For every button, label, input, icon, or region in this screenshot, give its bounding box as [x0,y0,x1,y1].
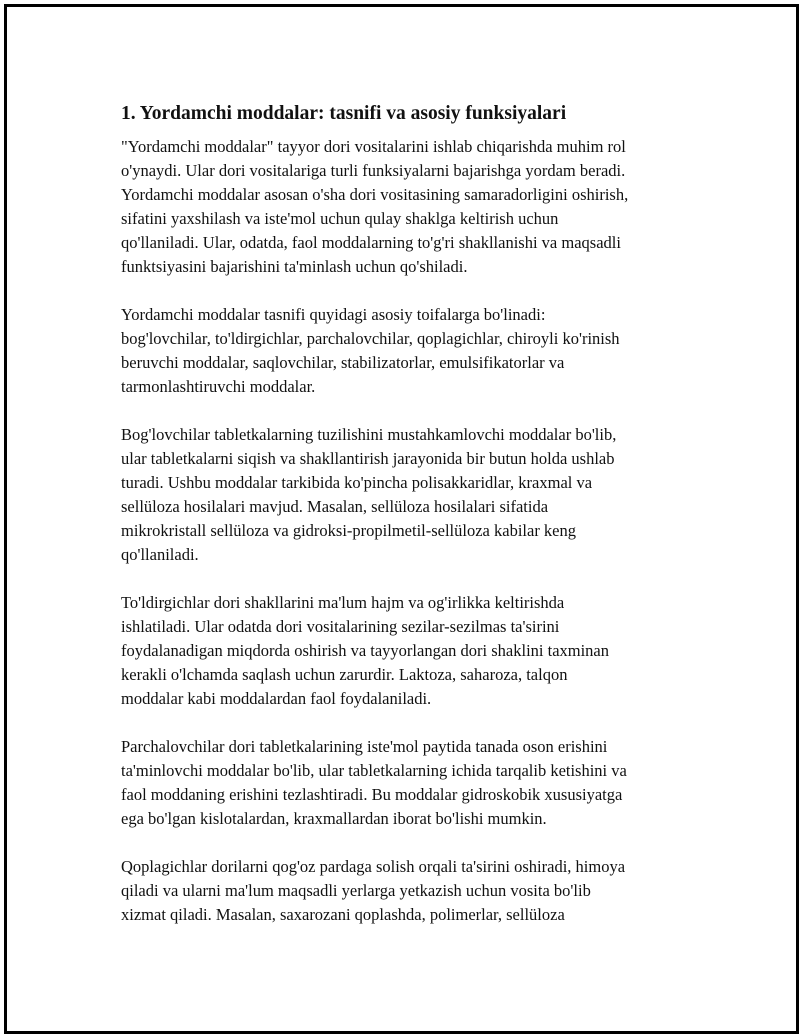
paragraph-line: Qoplagichlar dorilarni qog'oz pardaga solish orqali ta'sirini oshiradi, himoya [121,857,626,876]
paragraph-line: qiladi va ularni ma'lum maqsadli yerlarga yetkazish uchun vosita bo'lib [121,881,591,900]
document-body [121,101,697,951]
paragraph-line: To'ldirgichlar dori shakllarini ma'lum hajm va og'irlikka keltirishda [121,593,565,612]
paragraph-line: funktsiyasini bajarishini ta'minlash uchun qo'shiladi. [121,257,468,276]
paragraph-line: turadi. Ushbu moddalar tarkibida ko'pincha polisakkaridlar, kraxmal va [121,473,593,492]
paragraph-line: mikrokristall sellüloza va gidroksi-propilmetil-sellüloza kabilar keng [121,521,577,540]
paragraph-line: ega bo'lgan kislotalardan, kraxmallardan iborat bo'lishi mumkin. [121,809,547,828]
paragraph-line: qo'llaniladi. Ular, odatda, faol moddalarning to'g'ri shakllanishi va maqsadli [121,233,621,252]
paragraph [121,135,697,279]
paragraph-line: Bog'lovchilar tabletkalarning tuzilishini mustahkamlovchi moddalar bo'lib, [121,425,617,444]
paragraph-line: foydalanadigan miqdorda oshirish va tayyorlangan dori shaklini taxminan [121,641,610,660]
paragraph [121,735,697,831]
paragraph [121,855,697,927]
paragraph-line: tarmonlashtiruvchi moddalar. [121,377,316,396]
paragraph [121,591,697,711]
paragraph-line: o'ynaydi. Ular dori vositalariga turli funksiyalarni bajarishga yordam beradi. [121,161,626,180]
paragraph-line: sellüloza hosilalari mavjud. Masalan, sellüloza hosilalari sifatida [121,497,549,516]
paragraph-line: sifatini yaxshilash va iste'mol uchun qulay shaklga keltirish uchun [121,209,559,228]
page-frame [4,4,799,1034]
paragraph-line: moddalar kabi moddalardan faol foydalaniladi. [121,689,432,708]
paragraph [121,423,697,567]
paragraph-line: Yordamchi moddalar asosan o'sha dori vositasining samaradorligini oshirish, [121,185,629,204]
paragraph-line: "Yordamchi moddalar" tayyor dori vositalarini ishlab chiqarishda muhim rol [121,137,626,156]
paragraph-line: Yordamchi moddalar tasnifi quyidagi asosiy toifalarga bo'linadi: [121,305,546,324]
paragraph-line: xizmat qiladi. Masalan, saxarozani qoplashda, polimerlar, sellüloza [121,905,565,924]
paragraph-line: ular tabletkalarni siqish va shakllantirish jarayonida bir butun holda ushlab [121,449,615,468]
paragraph-line: ishlatiladi. Ular odatda dori vositalarining sezilar-sezilmas ta'sirini [121,617,560,636]
paragraph-line: kerakli o'lchamda saqlash uchun zarurdir. Laktoza, saharoza, talqon [121,665,568,684]
paragraph-list [121,135,697,927]
paragraph-line: beruvchi moddalar, saqlovchilar, stabilizatorlar, emulsifikatorlar va [121,353,565,372]
paragraph [121,303,697,399]
document-title: 1. Yordamchi moddalar: tasnifi va asosiy funksiyalari [121,103,567,124]
paragraph-line: qo'llaniladi. [121,545,199,564]
paragraph-line: bog'lovchilar, to'ldirgichlar, parchalovchilar, qoplagichlar, chiroyli ko'rinish [121,329,620,348]
paragraph-line: Parchalovchilar dori tabletkalarining iste'mol paytida tanada oson erishini [121,737,608,756]
paragraph-line: faol moddaning erishini tezlashtiradi. Bu moddalar gidroskobik xususiyatga [121,785,623,804]
paragraph-line: ta'minlovchi moddalar bo'lib, ular tabletkalarning ichida tarqalib ketishini va [121,761,627,780]
